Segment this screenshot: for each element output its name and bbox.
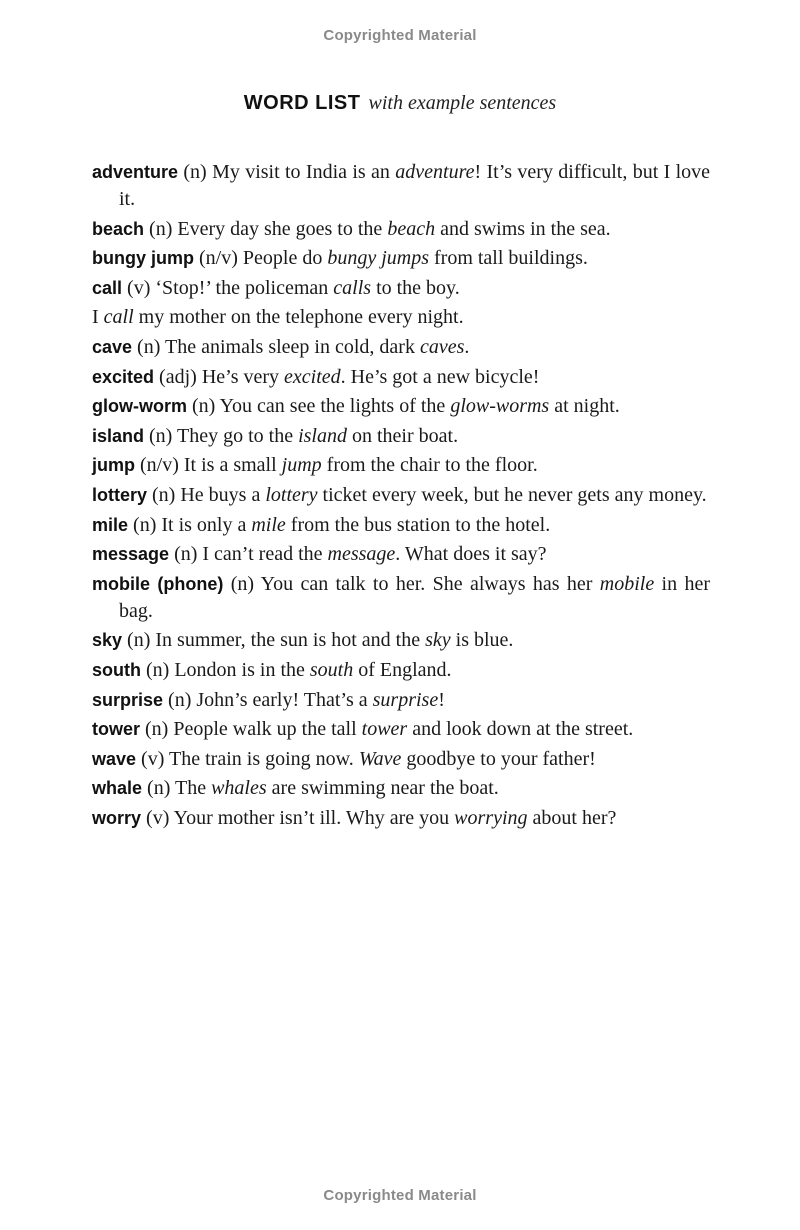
part-of-speech: (n): [230, 572, 255, 595]
example-text: In summer, the sun is hot and the: [155, 629, 426, 652]
title-subtitle: with example sentences: [368, 92, 557, 114]
example-sentence: [155, 277, 459, 299]
example-text: and look down at the street.: [407, 718, 634, 741]
word-entry: [92, 245, 710, 272]
part-of-speech: (n/v): [140, 454, 179, 477]
example-keyword: beach: [387, 217, 436, 240]
example-text: It is a small: [183, 454, 282, 477]
example-text: People do: [242, 247, 328, 270]
example-keyword: excited: [284, 365, 341, 388]
example-sentence: [202, 366, 540, 388]
part-of-speech: (n/v): [199, 247, 238, 270]
example-keyword: calls: [333, 276, 372, 299]
headword: mobile (phone): [92, 573, 224, 594]
part-of-speech: (n): [168, 688, 192, 711]
copyright-watermark-bottom: Copyrighted Material: [323, 1187, 477, 1204]
example-sentence: [202, 543, 546, 565]
example-keyword: caves: [419, 335, 465, 358]
word-entry: [92, 482, 710, 509]
example-text: You can see the lights of the: [219, 395, 451, 418]
word-entry: [92, 216, 710, 243]
headword: call: [92, 277, 123, 298]
part-of-speech: (n): [145, 718, 169, 741]
example-text: You can talk to her. She always has her: [260, 572, 600, 595]
example-text: I: [92, 306, 104, 329]
headword: cave: [92, 336, 133, 357]
example-text: Your mother isn’t ill. Why are you: [173, 806, 455, 829]
title-main: WORD LIST: [243, 92, 361, 114]
word-entry: [92, 571, 710, 625]
example-keyword: worrying: [454, 806, 528, 829]
example-keyword: adventure: [395, 161, 475, 183]
example-sentence: [177, 218, 610, 240]
example-text: !: [438, 688, 445, 711]
example-text: about her?: [527, 806, 617, 829]
example-sentence: [165, 336, 469, 358]
example-sentence: [177, 425, 458, 447]
word-entry: [92, 541, 710, 568]
word-entry: [92, 746, 710, 773]
example-text: The train is going now.: [169, 747, 359, 770]
headword: beach: [92, 218, 145, 239]
example-sentence: [180, 484, 706, 506]
example-sentence: [173, 718, 633, 740]
part-of-speech: (n): [149, 217, 173, 240]
example-keyword: bungy jumps: [327, 247, 429, 270]
example-keyword: lottery: [265, 483, 318, 506]
example-text: are swimming near the boat.: [266, 777, 499, 800]
part-of-speech: (n): [183, 161, 207, 183]
example-sentence: [174, 807, 617, 829]
example-sentence: [184, 454, 538, 476]
example-sentence: [119, 161, 710, 210]
example-text: People walk up the tall: [173, 718, 362, 741]
example-keyword: whales: [211, 777, 267, 800]
copyright-watermark-top: Copyrighted Material: [323, 27, 477, 44]
headword: wave: [92, 748, 137, 769]
example-text: from the chair to the floor.: [321, 454, 538, 477]
part-of-speech: (adj): [159, 365, 197, 388]
headword: bungy jump: [92, 248, 194, 269]
example-text: John’s early! That’s a: [196, 688, 373, 711]
example-text: My visit to India is an: [212, 161, 396, 183]
example-text: It is only a: [161, 513, 252, 536]
example-keyword: tower: [361, 718, 408, 741]
example-keyword: sky: [425, 629, 451, 652]
example-sentence: [196, 689, 445, 711]
part-of-speech: (n): [192, 395, 216, 418]
example-sentence: [169, 748, 596, 770]
part-of-speech: (v): [127, 276, 151, 299]
example-sentence: [155, 629, 513, 651]
part-of-speech: (v): [141, 747, 165, 770]
example-text: my mother on the telephone every night.: [133, 306, 464, 329]
word-entry: [92, 423, 710, 450]
example-text: He’s very: [201, 365, 285, 388]
example-text: I can’t read the: [202, 543, 328, 566]
example-text: from tall buildings.: [429, 247, 588, 270]
example-keyword: glow-worms: [450, 395, 550, 418]
word-entry: [92, 775, 710, 802]
example-keyword: mile: [251, 513, 286, 536]
example-sentence: [243, 247, 588, 269]
word-entry: [92, 275, 710, 302]
headword: tower: [92, 719, 141, 740]
example-text: Every day she goes to the: [177, 217, 388, 240]
headword: sky: [92, 630, 123, 651]
part-of-speech: (n): [127, 629, 151, 652]
page-title: [0, 92, 800, 115]
example-keyword: Wave: [358, 747, 402, 770]
part-of-speech: (n): [133, 513, 157, 536]
example-text: . What does it say?: [395, 543, 547, 566]
part-of-speech: (n): [174, 543, 198, 566]
example-text: of England.: [353, 658, 452, 681]
headword: lottery: [92, 484, 148, 505]
example-keyword: mobile: [599, 572, 655, 595]
example-text: He buys a: [180, 483, 266, 506]
headword: glow-worm: [92, 396, 187, 417]
example-text: from the bus station to the hotel.: [285, 513, 551, 536]
headword: mile: [92, 514, 129, 535]
word-entry: [92, 657, 710, 684]
example-text: The: [175, 777, 212, 800]
example-text: . He’s got a new bicycle!: [340, 365, 540, 388]
headword: south: [92, 659, 141, 680]
headword: worry: [92, 807, 142, 828]
part-of-speech: (n): [152, 483, 176, 506]
example-keyword: south: [309, 658, 354, 681]
part-of-speech: (v): [146, 806, 170, 829]
word-entry: [92, 805, 710, 832]
part-of-speech: (n): [149, 424, 173, 447]
example-text: ticket every week, but he never gets any money.: [317, 483, 707, 506]
example-keyword: message: [327, 543, 396, 566]
example-text: and swims in the sea.: [435, 217, 611, 240]
word-entry: [92, 364, 710, 391]
example-text: in her bag.: [119, 572, 711, 622]
part-of-speech: (n): [146, 658, 170, 681]
example-sentence: [220, 395, 620, 417]
example-keyword: jump: [281, 454, 322, 477]
word-entry: [92, 687, 710, 714]
word-entry: [92, 393, 710, 420]
part-of-speech: (n): [137, 335, 161, 358]
word-entry: [92, 512, 710, 539]
headword: excited: [92, 366, 155, 387]
example-text: ! It’s very difficult, but I love it.: [119, 161, 711, 210]
headword: adventure: [92, 162, 179, 182]
example-text: to the boy.: [371, 276, 460, 299]
example-text: goodbye to your father!: [401, 747, 596, 770]
word-list: [92, 159, 710, 834]
word-entry: [92, 627, 710, 654]
example-text: on their boat.: [346, 424, 459, 447]
example-keyword: surprise: [372, 688, 439, 711]
example-text: The animals sleep in cold, dark: [165, 335, 420, 358]
example-text: at night.: [549, 395, 620, 418]
example-sentence: [92, 306, 464, 328]
headword: message: [92, 544, 170, 565]
example-sentence: [161, 514, 550, 536]
headword: jump: [92, 455, 135, 476]
example-text: London is in the: [174, 658, 310, 681]
example-text: is blue.: [450, 629, 514, 652]
word-entry-continuation: [92, 304, 710, 331]
example-sentence: [175, 777, 499, 799]
example-text: They go to the: [176, 424, 299, 447]
headword: island: [92, 425, 145, 446]
example-text: .: [464, 335, 470, 358]
headword: surprise: [92, 689, 164, 710]
part-of-speech: (n): [147, 777, 171, 800]
example-keyword: call: [103, 306, 134, 329]
word-entry: [92, 334, 710, 361]
word-entry: [92, 452, 710, 479]
example-sentence: [174, 659, 451, 681]
example-text: ‘Stop!’ the policeman: [155, 276, 334, 299]
example-keyword: island: [298, 424, 347, 447]
word-entry: [92, 159, 710, 213]
word-entry: [92, 716, 710, 743]
headword: whale: [92, 778, 143, 799]
